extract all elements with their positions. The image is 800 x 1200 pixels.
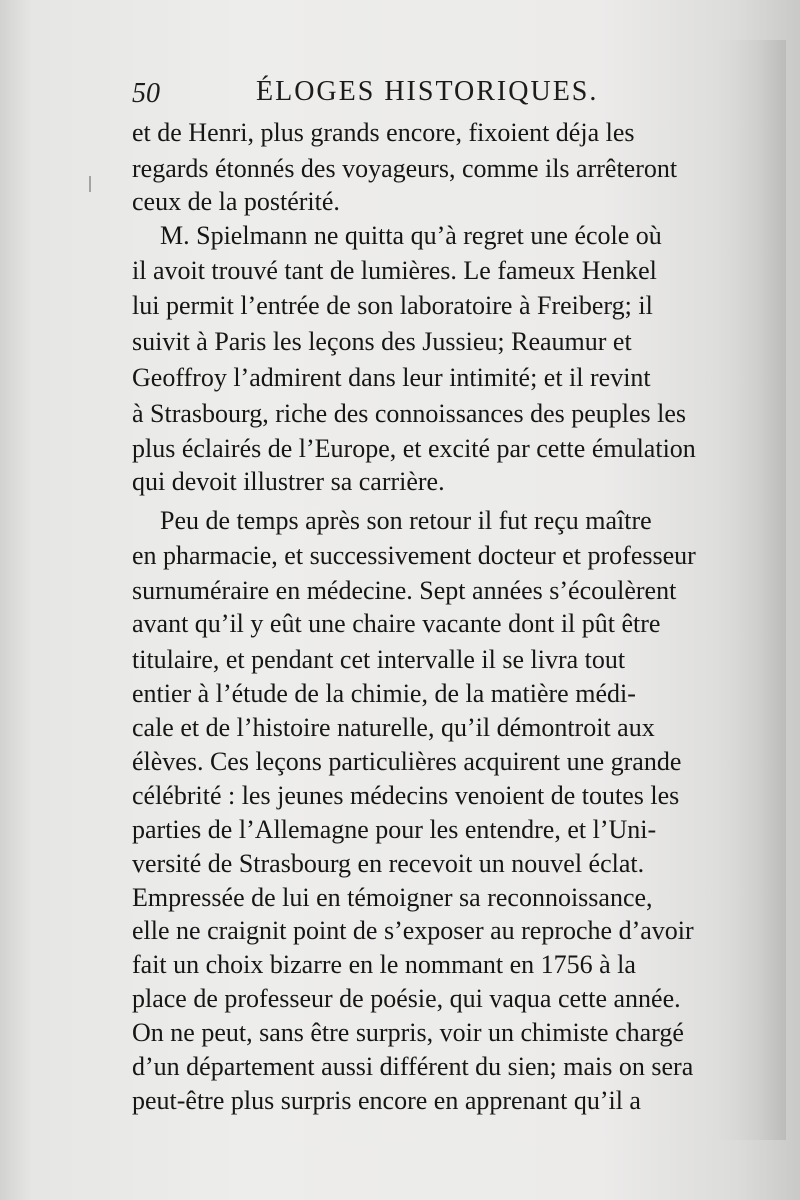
text-line: parties de l’Allemagne pour les entendre, et l’Uni- <box>132 815 657 844</box>
text-line: et de Henri, plus grands encore, fixoient déja les <box>132 118 635 147</box>
text-line: regards étonnés des voyageurs, comme ils arrêteront <box>132 154 678 183</box>
text-line: élèves. Ces leçons particulières acquirent une grande <box>132 747 682 776</box>
text-line: en pharmacie, et successivement docteur et professeur <box>132 541 696 570</box>
text-line: Peu de temps après son retour il fut reçu maître <box>160 506 652 535</box>
text-line: On ne peut, sans être surpris, voir un chimiste chargé <box>132 1018 684 1047</box>
text-line: M. Spielmann ne quitta qu’à regret une école où <box>160 221 662 250</box>
page-header <box>132 76 652 116</box>
text-line: place de professeur de poésie, qui vaqua cette année. <box>132 984 681 1013</box>
show-through-shadow <box>716 40 786 1140</box>
text-line: peut-être plus surpris encore en apprenant qu’il a <box>132 1086 641 1115</box>
text-line: à Strasbourg, riche des connoissances des peuples les <box>132 399 687 428</box>
page-number: 50 <box>132 78 160 109</box>
text-line: qui devoit illustrer sa carrière. <box>132 467 445 496</box>
margin-mark <box>89 176 91 192</box>
text-line: Geoffroy l’admirent dans leur intimité; et il revint <box>132 363 651 392</box>
text-line: plus éclairés de l’Europe, et excité par cette émulation <box>132 434 696 463</box>
running-title: ÉLOGES HISTORIQUES. <box>256 76 599 107</box>
text-line: Empressée de lui en témoigner sa reconnoissance, <box>132 883 653 912</box>
text-line: d’un département aussi différent du sien; mais on sera <box>132 1052 694 1081</box>
text-line: entier à l’étude de la chimie, de la matière médi- <box>132 679 636 708</box>
text-line: titulaire, et pendant cet intervalle il se livra tout <box>132 645 626 674</box>
text-line: elle ne craignit point de s’exposer au reproche d’avoir <box>132 916 694 945</box>
text-line: célébrité : les jeunes médecins venoient de toutes les <box>132 781 680 810</box>
text-line: surnuméraire en médecine. Sept années s’écoulèrent <box>132 576 677 605</box>
text-line: ceux de la postérité. <box>132 187 340 216</box>
text-line: fait un choix bizarre en le nommant en 1756 à la <box>132 950 636 979</box>
text-line: suivit à Paris les leçons des Jussieu; Reaumur et <box>132 327 632 356</box>
text-line: cale et de l’histoire naturelle, qu’il démontroit aux <box>132 713 655 742</box>
text-line: lui permit l’entrée de son laboratoire à Freiberg; il <box>132 291 653 320</box>
text-line: versité de Strasbourg en recevoit un nouvel éclat. <box>132 849 645 878</box>
text-line: il avoit trouvé tant de lumières. Le fameux Henkel <box>132 256 657 285</box>
text-line: avant qu’il y eût une chaire vacante dont il pût être <box>132 609 661 638</box>
